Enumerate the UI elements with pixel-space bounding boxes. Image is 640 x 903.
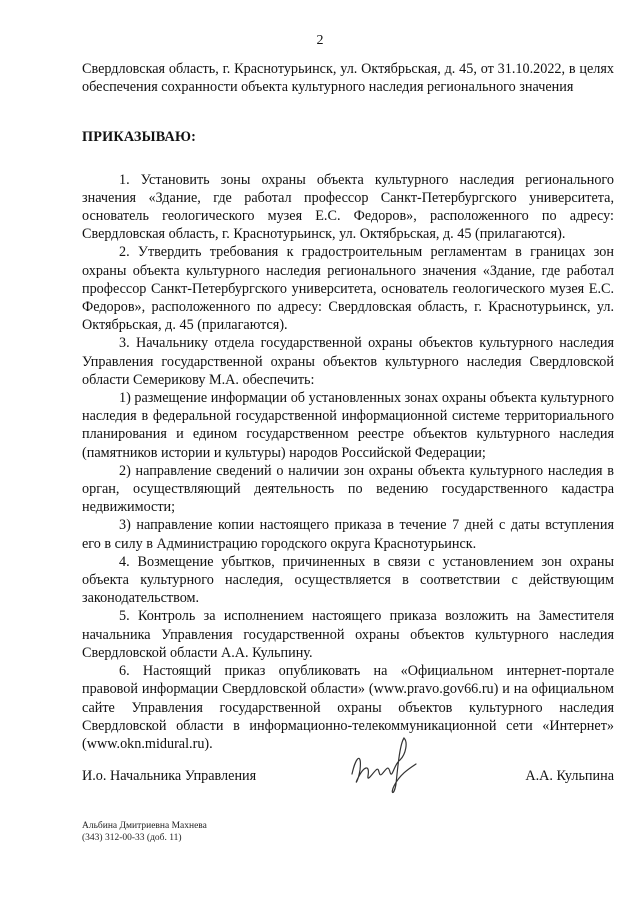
order-item-2: 2. Утвердить требования к градостроительным регламентам в границах зон охраны объекта культурного наследия регионального значения «Здание, где работал профессор Санкт-Петербургского университета, основатель геологического музея Е.С. Федоров», расположенного по адресу: Свердловская область, г. Краснотурьинск, ул. Октябрьская, д. 45 (прилагаются).	[82, 244, 614, 334]
signer-title: И.о. Начальника Управления	[82, 768, 257, 784]
document-body	[82, 60, 614, 753]
order-item-1: 1. Установить зоны охраны объекта культурного наследия регионального значения «Здание, где работал профессор Санкт-Петербургского университета, основатель геологического музея Е.С. Федоров», расположенного по адресу: Свердловская область, г. Краснотурьинск, ул. Октябрьская, д. 45 (прилагаются).	[82, 171, 614, 243]
executor-phone: (343) 312-00-33 (доб. 11)	[82, 833, 182, 843]
executor-name: Альбина Дмитриевна Махнева	[82, 821, 207, 831]
order-item-4: 4. Возмещение убытков, причиненных в связи с установлением зон охраны объекта культурного наследия, осуществляется в соответствии с действующим законодательством.	[82, 553, 614, 607]
signer-name: А.А. Кульпина	[525, 768, 614, 784]
order-heading: ПРИКАЗЫВАЮ:	[82, 129, 197, 146]
order-item-5: 5. Контроль за исполнением настоящего приказа возложить на Заместителя начальника Управления государственной охраны объектов культурного наследия Свердловской области А.А. Кульпину.	[82, 608, 614, 661]
order-item-6: 6. Настоящий приказ опубликовать на «Официальном интернет-портале правовой информации Свердловской области» (www.pravo.gov66.ru) и на официальном сайте Управления государственной охраны объектов культурного наследия Свердловской области в информационно-телекоммуникационной сети «Интернет» (www.okn.midural.ru).	[82, 663, 614, 752]
order-subitem-2: 2) направление сведений о наличии зон охраны объекта культурного наследия в орган, осуществляющий деятельность по ведению государственного кадастра недвижимости;	[82, 462, 614, 516]
handwritten-signature	[344, 734, 434, 800]
order-subitem-1: 1) размещение информации об установленных зонах охраны объекта культурного наследия в федеральной государственной информационной системе территориального планирования и едином государственном реестре объектов культурного наследия (памятников истории и культуры) народов Российской Федерации;	[82, 390, 614, 461]
order-subitem-3: 3) направление копии настоящего приказа в течение 7 дней с даты вступления его в силу в Администрацию городского округа Краснотурьинск.	[82, 517, 614, 552]
intro-paragraph: Свердловская область, г. Краснотурьинск, ул. Октябрьская, д. 45, от 31.10.2022, в целях обеспечения сохранности объекта культурного наследия регионального значения	[82, 61, 614, 96]
executor-footer	[82, 820, 207, 844]
order-item-3: 3. Начальнику отдела государственной охраны объектов культурного наследия Управления государственной охраны объектов культурного наследия Свердловской области Семерикову М.А. обеспечить:	[82, 335, 614, 388]
page-number: 2	[316, 33, 324, 48]
